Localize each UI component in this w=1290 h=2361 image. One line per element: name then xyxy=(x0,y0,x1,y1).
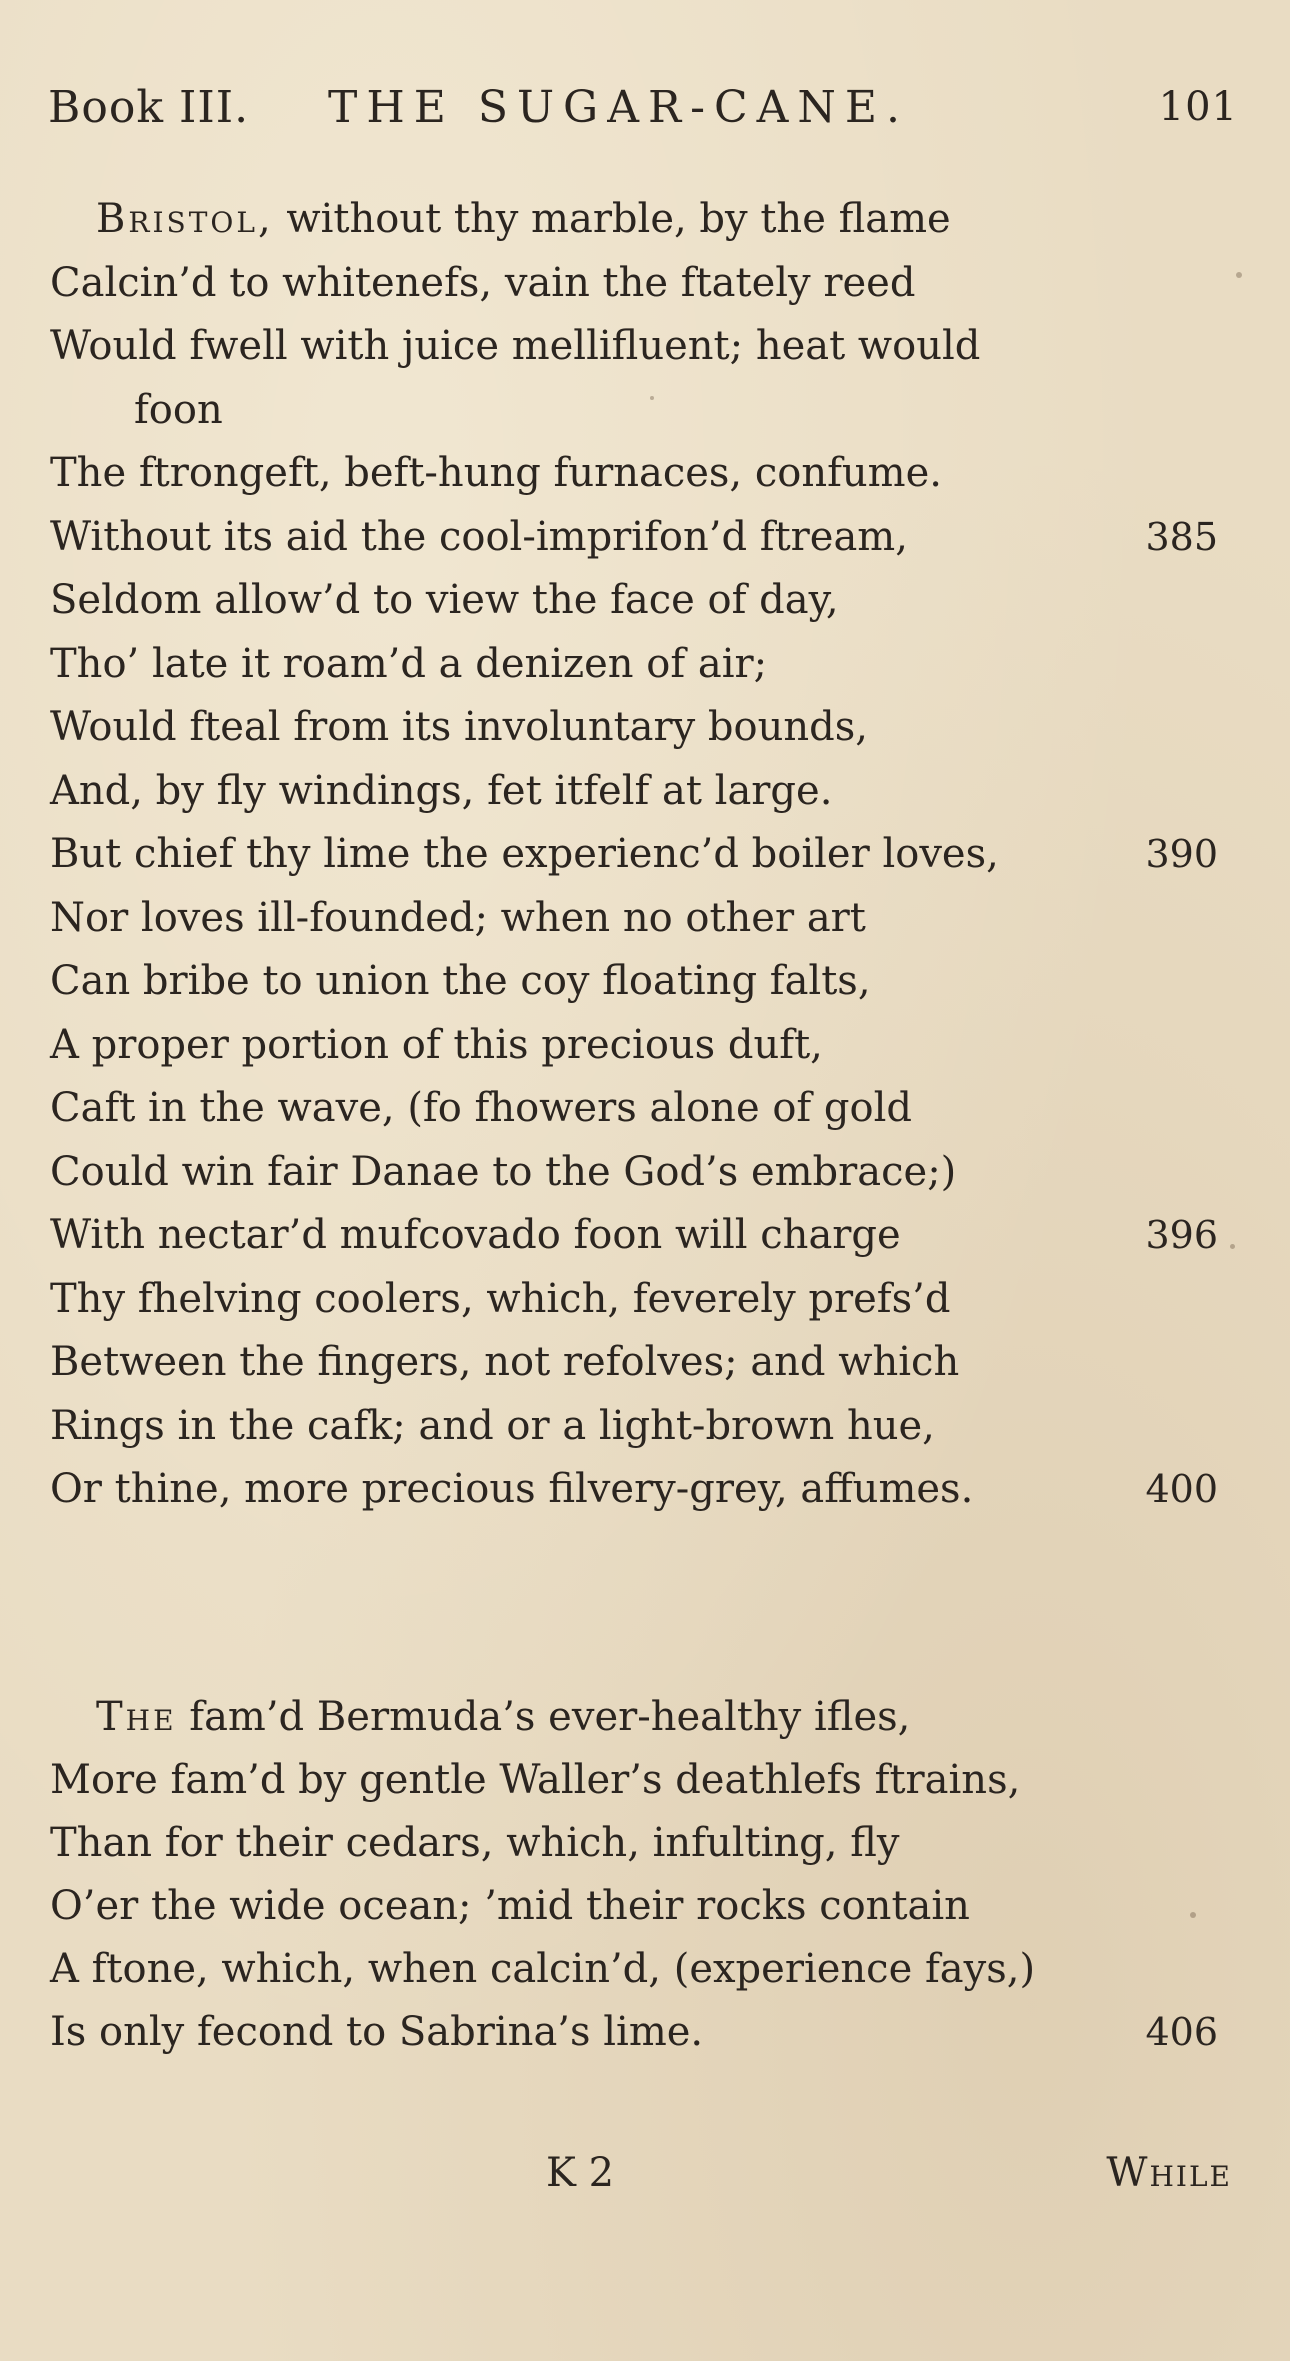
small-caps-word: The xyxy=(96,1694,177,1740)
line-text: Without its aid the cool-imprifon’d ftream, xyxy=(50,513,908,560)
paper-speck xyxy=(1236,272,1242,278)
line-text: The ftrongeft, beft-hung furnaces, confume. xyxy=(50,450,942,496)
running-head xyxy=(48,82,1238,142)
verse-line xyxy=(50,1395,1230,1459)
line-text: Between the fingers, not refolves; and which xyxy=(50,1339,960,1385)
verse-line xyxy=(50,2001,1230,2064)
signature-mark: K 2 xyxy=(546,2150,615,2196)
page-number: 101 xyxy=(1158,84,1238,130)
line-text: Caft in the wave, (fo fhowers alone of gold xyxy=(50,1085,913,1131)
verse-line xyxy=(50,1204,1230,1268)
line-text: Is only fecond to Sabrina’s lime. xyxy=(50,2009,704,2055)
verse-line xyxy=(50,1686,1230,1749)
line-text: And, by fly windings, fet itfelf at large. xyxy=(50,767,833,814)
line-number: 396 xyxy=(1145,1213,1218,1257)
verse-line xyxy=(50,887,1230,951)
verse-line xyxy=(50,1458,1230,1522)
verse-line-turnover xyxy=(50,379,1230,443)
verse-line xyxy=(50,1014,1230,1078)
book-label: Book III. xyxy=(48,82,250,133)
line-text: Thy fhelving coolers, which, feverely prefs’d xyxy=(50,1275,951,1322)
line-text: Than for their cedars, which, infulting, fly xyxy=(50,1820,900,1866)
line-text: Seldom allow’d to view the face of day, xyxy=(50,577,839,623)
line-text: Tho’ late it roam’d a denizen of air; xyxy=(50,640,768,687)
line-text: Would fteal from its involuntary bounds, xyxy=(50,704,868,750)
verse-line xyxy=(50,252,1230,316)
verse-line xyxy=(50,442,1230,506)
verse-line xyxy=(50,1268,1230,1332)
verse-line xyxy=(50,1812,1230,1875)
verse-line xyxy=(50,696,1230,760)
verse-line xyxy=(50,633,1230,697)
paper-speck xyxy=(1230,1244,1235,1249)
line-text: without thy marble, by the flame xyxy=(273,196,951,242)
paper-speck xyxy=(1190,1912,1196,1918)
verse-line xyxy=(50,506,1230,570)
verse-line xyxy=(50,950,1230,1014)
line-text: fam’d Bermuda’s ever-healthy ifles, xyxy=(176,1694,911,1740)
line-text: With nectar’d mufcovado foon will charge xyxy=(50,1212,901,1258)
stanza-2 xyxy=(50,1686,1230,2064)
line-number: 400 xyxy=(1145,1467,1218,1511)
paper-speck xyxy=(650,396,654,400)
line-text: Rings in the cafk; and or a light-brown hue, xyxy=(50,1402,935,1449)
line-text: Nor loves ill-founded; when no other art xyxy=(50,894,866,941)
small-caps-word: Bristol, xyxy=(96,196,274,242)
line-text: Or thine, more precious filvery-grey, affumes. xyxy=(50,1466,974,1512)
verse-line xyxy=(50,1875,1230,1938)
line-text: More fam’d by gentle Waller’s deathlefs ftrains, xyxy=(50,1757,1021,1803)
line-text: Can bribe to union the coy floating falts, xyxy=(50,958,871,1004)
stanza-1 xyxy=(50,188,1230,1522)
line-text: Could win fair Danae to the God’s embrace;) xyxy=(50,1148,957,1195)
catchword: While xyxy=(1106,2150,1232,2196)
line-number: 406 xyxy=(1145,2010,1218,2054)
line-text: A ftone, which, when calcin’d, (experience fays,) xyxy=(50,1946,1036,1992)
verse-line xyxy=(50,1331,1230,1395)
verse-line xyxy=(50,760,1230,824)
verse-line xyxy=(50,1938,1230,2001)
line-text: foon xyxy=(134,386,223,433)
line-text: Calcin’d to whitenefs, vain the ftately reed xyxy=(50,259,916,306)
line-text: A proper portion of this precious duft, xyxy=(50,1021,823,1068)
line-text: O’er the wide ocean; ’mid their rocks contain xyxy=(50,1883,970,1929)
verse-line xyxy=(50,1077,1230,1141)
page-footer xyxy=(0,2150,1290,2210)
verse-line xyxy=(50,823,1230,887)
verse-line xyxy=(50,569,1230,633)
line-text: But chief thy lime the experienc’d boiler loves, xyxy=(50,831,999,877)
verse-line xyxy=(50,1749,1230,1812)
verse-line xyxy=(50,188,1230,252)
verse-line xyxy=(50,315,1230,379)
line-number: 390 xyxy=(1145,832,1218,876)
line-number: 385 xyxy=(1145,514,1218,559)
running-title: THE SUGAR-CANE. xyxy=(328,82,910,133)
line-text: Would fwell with juice mellifluent; heat would xyxy=(50,323,981,369)
verse-line xyxy=(50,1141,1230,1205)
